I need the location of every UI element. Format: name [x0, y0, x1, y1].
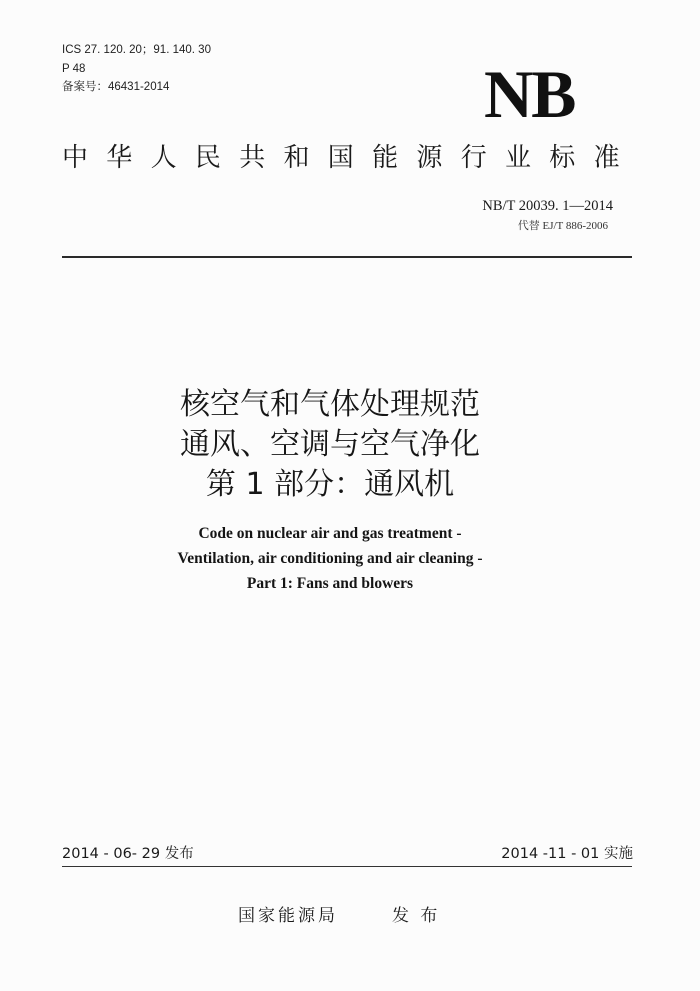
filing-number: 备案号：46431-2014 [62, 81, 170, 93]
effective-date: 2014 -11 - 01 实施 [501, 846, 633, 862]
issuer-name: 国家能源局 [238, 906, 338, 926]
title-english [70, 521, 590, 596]
footer-divider [62, 866, 632, 867]
standard-replaces: 代替 EJ/T 886-2006 [517, 220, 608, 232]
title-en-line: Ventilation, air conditioning and air cleaning - [177, 550, 483, 567]
title-cn-line: 第 1 部分：通风机 [205, 467, 455, 502]
nb-logo: NB [484, 56, 575, 132]
title-en-line: Code on nuclear air and gas treatment - [198, 525, 462, 542]
issue-date: 2014 - 06- 29 发布 [62, 846, 194, 862]
title-en-line: Part 1: Fans and blowers [246, 575, 414, 592]
standard-code: NB/T 20039. 1—2014 [482, 198, 613, 214]
header-divider [62, 256, 632, 258]
org-title: 中华人民共和国能源行业标准 [62, 143, 638, 173]
category-code: P 48 [62, 62, 86, 75]
header-meta [62, 41, 211, 97]
issuer-action: 发 布 [392, 906, 441, 926]
title-chinese [110, 385, 550, 505]
title-cn-line: 通风、空调与空气净化 [180, 427, 480, 462]
title-cn-line: 核空气和气体处理规范 [180, 387, 480, 422]
ics-code: ICS 27. 120. 20；91. 140. 30 [62, 44, 211, 56]
